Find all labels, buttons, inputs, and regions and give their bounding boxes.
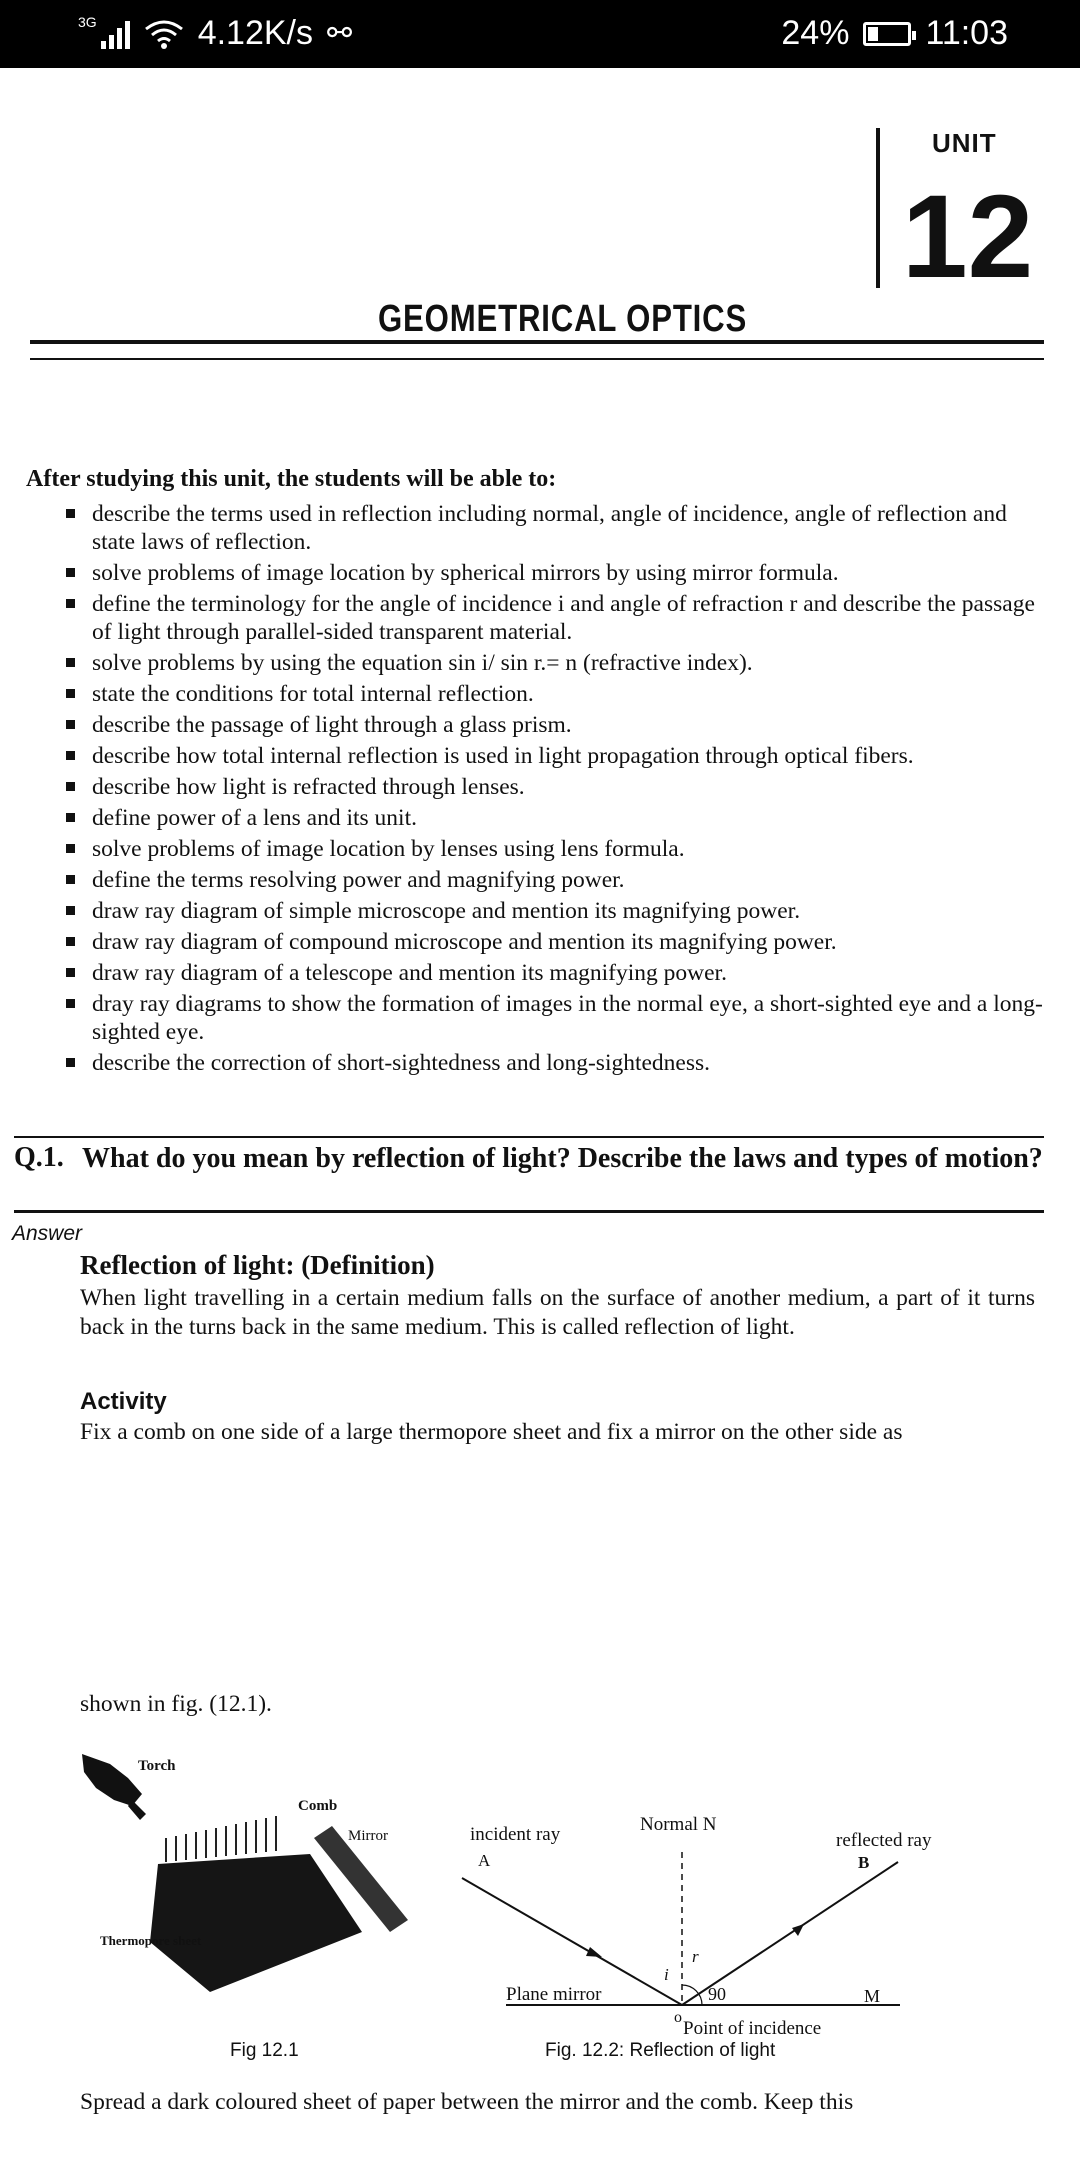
mirror-label: Mirror	[348, 1828, 388, 1844]
activity-heading: Activity	[80, 1388, 167, 1415]
reflected-ray-label: reflected ray	[836, 1830, 932, 1851]
torch-icon	[82, 1754, 146, 1820]
objective-item: describe the terms used in reflection including normal, angle of incidence, angle of reflection and state laws of reflection.	[60, 500, 1045, 556]
figure-comb-mirror	[70, 1742, 430, 2042]
point-of-incidence-label: Point of incidence	[683, 2018, 822, 2039]
objectives-list	[60, 500, 1045, 1080]
status-right	[781, 14, 1008, 53]
chapter-title: GEOMETRICAL OPTICS	[378, 298, 748, 340]
point-a-label: A	[478, 1851, 491, 1870]
wifi-icon	[144, 19, 184, 49]
continued-paragraph: shown in fig. (12.1).	[80, 1691, 272, 1717]
question-rule-top	[14, 1136, 1044, 1138]
clock: 11:03	[925, 14, 1008, 52]
objective-item: draw ray diagram of simple microscope and mention its magnifying power.	[60, 897, 1045, 925]
objective-item: draw ray diagram of a telescope and mention its magnifying power.	[60, 959, 1045, 987]
unit-label: UNIT	[932, 128, 997, 158]
unit-number: 12	[902, 171, 1034, 303]
battery-charging-icon	[863, 22, 911, 46]
objective-item: define the terms resolving power and magnifying power.	[60, 866, 1045, 894]
figure-reflection-diagram	[440, 1790, 1040, 2050]
angle-i-label: i	[664, 1965, 669, 1984]
objective-item: describe the correction of short-sightedness and long-sightedness.	[60, 1049, 1045, 1077]
incident-ray-label: incident ray	[470, 1824, 561, 1845]
signal-icon	[101, 19, 130, 49]
question-text: What do you mean by reflection of light? Describe the laws and types of motion?	[82, 1143, 1043, 1174]
figure-1-caption: Fig 12.1	[230, 2040, 299, 2061]
battery-percent: 24%	[781, 14, 850, 52]
torch-label: Torch	[138, 1758, 176, 1774]
thermopore-sheet	[150, 1854, 362, 1992]
incident-arrow-icon	[586, 1947, 602, 1957]
objectives-intro: After studying this unit, the students will be able to:	[26, 466, 557, 492]
sheet-label: Thermopore sheet	[100, 1933, 202, 1948]
charging-bolt-icon: ⚡	[878, 22, 893, 45]
status-bar	[0, 0, 1080, 68]
objective-item: solve problems by using the equation sin i/ sin r.= n (refractive index).	[60, 649, 1045, 677]
status-left	[78, 14, 352, 53]
definition-paragraph: When light travelling in a certain medium falls on the surface of another medium, a part of it turns back in the turns back in the same medium. This is called reflection of light.	[80, 1285, 1035, 1340]
objective-item: solve problems of image location by spherical mirrors by using mirror formula.	[60, 559, 1045, 587]
objective-item: state the conditions for total internal reflection.	[60, 680, 1045, 708]
usb-icon: ⚯	[327, 17, 353, 50]
angle-90-label: 90	[708, 1984, 726, 2004]
normal-label: Normal N	[640, 1814, 717, 1835]
unit-divider	[876, 128, 880, 288]
battery-fill	[868, 27, 877, 41]
reflected-arrow-icon	[792, 1924, 804, 1936]
point-b-label: B	[858, 1853, 870, 1872]
definition-heading: Reflection of light: (Definition)	[80, 1250, 435, 1280]
comb-icon	[166, 1816, 276, 1862]
objective-item: describe how total internal reflection is used in light propagation through optical fibers.	[60, 742, 1045, 770]
objective-item: define power of a lens and its unit.	[60, 804, 1045, 832]
point-m-label: M	[864, 1986, 881, 2006]
title-rule-thin	[30, 358, 1044, 360]
final-paragraph: Spread a dark coloured sheet of paper between the mirror and the comb. Keep this	[80, 2089, 854, 2115]
point-o-label: o	[674, 2009, 682, 2026]
objective-item: dray ray diagrams to show the formation of images in the normal eye, a short-sighted eye and a long-sighted eye.	[60, 990, 1045, 1046]
plane-mirror-label: Plane mirror	[506, 1984, 602, 2005]
answer-label: Answer	[12, 1222, 83, 1245]
network-type: 3G	[78, 13, 97, 30]
objective-item: solve problems of image location by lenses using lens formula.	[60, 835, 1045, 863]
question-number: Q.1.	[14, 1142, 64, 1173]
objective-item: define the terminology for the angle of incidence i and angle of refraction r and describe the passage of light through parallel-sided transparent material.	[60, 590, 1045, 646]
objective-item: draw ray diagram of compound microscope and mention its magnifying power.	[60, 928, 1045, 956]
title-rule	[30, 340, 1044, 344]
objective-item: describe the passage of light through a glass prism.	[60, 711, 1045, 739]
comb-label: Comb	[298, 1798, 338, 1814]
activity-paragraph: Fix a comb on one side of a large thermopore sheet and fix a mirror on the other side as	[80, 1419, 903, 1445]
objective-item: describe how light is refracted through lenses.	[60, 773, 1045, 801]
question-rule-bottom	[14, 1210, 1044, 1213]
figure-2-caption: Fig. 12.2: Reflection of light	[545, 2040, 776, 2061]
network-speed: 4.12K/s	[197, 14, 313, 52]
angle-r-label: r	[692, 1947, 699, 1966]
